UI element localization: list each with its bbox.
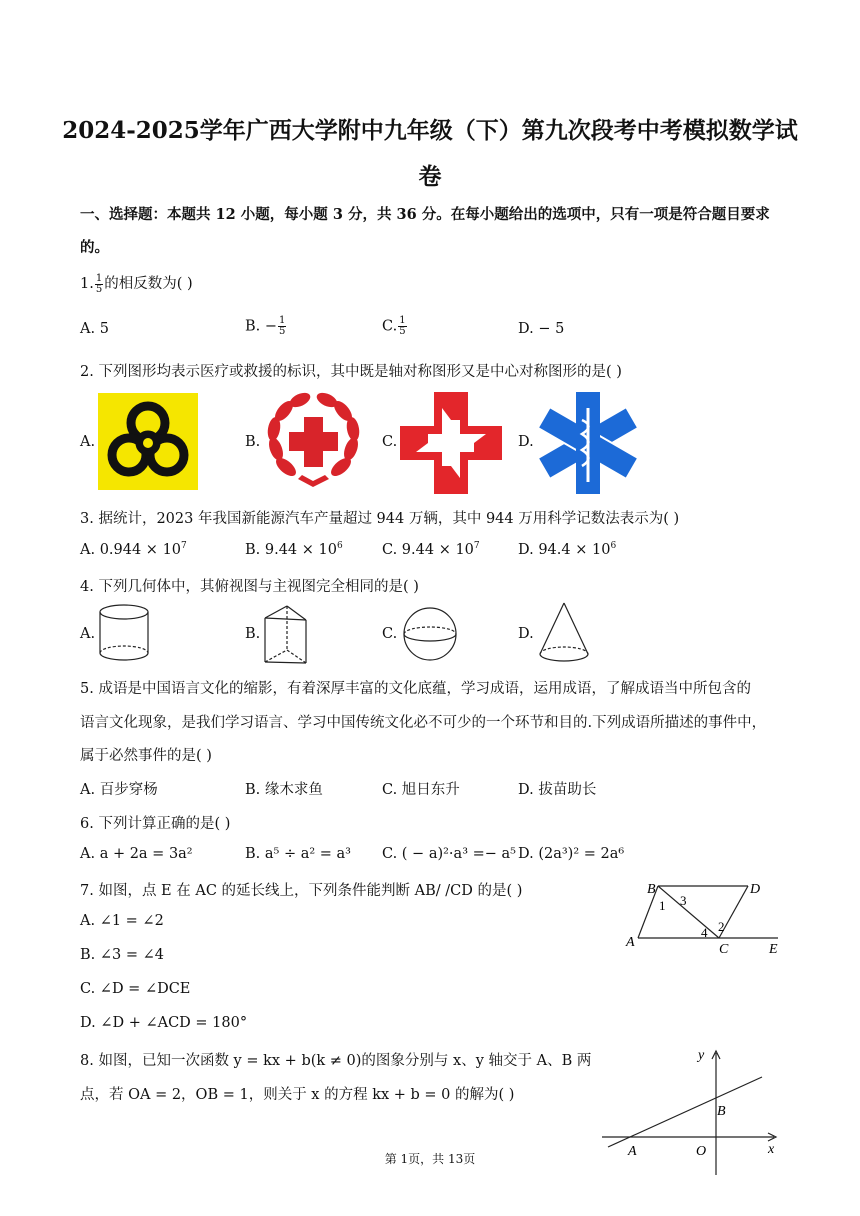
question-1-option-c[interactable]: C. $\frac{1}{5}$ (382, 315, 406, 337)
medical-cross-icon[interactable] (398, 390, 504, 496)
question-4-stem: 4. 下列几何体中，其俯视图与主视图完全相同的是( ) (80, 579, 419, 595)
question-4-option-a-label[interactable]: A. (80, 626, 96, 642)
page-title-continued: 卷 (418, 163, 442, 190)
label-d: D (750, 882, 761, 897)
question-5-option-b[interactable]: B. 缘木求鱼 (245, 782, 323, 798)
question-5-option-a[interactable]: A. 百步穿杨 (80, 782, 158, 798)
angle-4-label: 4 (701, 925, 708, 940)
biohazard-icon[interactable] (98, 393, 198, 490)
triangular-prism-icon[interactable] (262, 604, 312, 666)
section-instruction-continued: 的。 (80, 239, 109, 256)
question-4-option-b-label[interactable]: B. (245, 626, 261, 642)
question-3-stem: 3. 据统计，2023 年我国新能源汽车产量超过 944 万辆，其中 944 万用科学记数法表示为( ) (80, 511, 680, 527)
question-6-option-a[interactable]: A. a + 2a = 3a² (80, 846, 193, 862)
question-3-option-b[interactable]: B. $9.44 \times 10^6$ (245, 541, 343, 558)
x-axis-label: x (768, 1142, 775, 1157)
question-6-stem: 6. 下列计算正确的是( ) (80, 816, 231, 832)
red-cross-wreath-icon[interactable] (262, 391, 365, 491)
origin-label: O (696, 1144, 707, 1159)
question-5-option-d[interactable]: D. 拔苗助长 (518, 782, 597, 798)
label-a: A (626, 935, 635, 950)
question-2-option-b-label[interactable]: B. (245, 434, 261, 450)
question-6-option-d[interactable]: D. (2a³)² = 2a⁶ (518, 846, 625, 862)
question-8-stem-line2: 点，若 OA = 2，OB = 1，则关于 x 的方程 kx + b = 0 的解为( ) (80, 1087, 515, 1103)
label-e: E (769, 942, 778, 957)
angle-1-label: 1 (659, 898, 666, 913)
question-4-option-d-label[interactable]: D. (518, 626, 534, 642)
question-6-option-b[interactable]: B. a⁵ ÷ a² = a³ (245, 846, 351, 862)
page-title: 2024-2025学年广西大学附中九年级（下）第九次段考中考模拟数学试 (62, 117, 798, 144)
question-2-option-c-label[interactable]: C. (382, 434, 398, 450)
question-1-option-d[interactable]: D. − 5 (518, 321, 565, 337)
point-a-label: A (628, 1144, 637, 1159)
question-3-option-d[interactable]: D. $94.4 \times 10^6$ (518, 541, 617, 558)
question-7-option-c[interactable]: C. ∠D = ∠DCE (80, 981, 191, 997)
question-1-option-a[interactable]: A. 5 (80, 321, 109, 337)
question-6-option-c[interactable]: C. ( − a)²·a³ =− a⁵ (382, 846, 516, 862)
question-2-option-a-label[interactable]: A. (80, 434, 96, 450)
question-7-option-b[interactable]: B. ∠3 = ∠4 (80, 947, 164, 963)
question-7-option-d[interactable]: D. ∠D + ∠ACD = 180° (80, 1015, 248, 1031)
label-c: C (719, 942, 729, 957)
section-instruction: 一、选择题：本题共 12 小题，每小题 3 分，共 36 分。在每小题给出的选项中，只有一项是符合题目要求 (80, 206, 770, 223)
point-b-label: B (717, 1104, 726, 1119)
question-5-stem-line2: 语言文化现象，是我们学习语言、学习中国传统文化必不可少的一个环节和目的.下列成语所描述的事件中， (80, 715, 767, 731)
sphere-icon[interactable] (400, 606, 460, 662)
question-1-option-b[interactable]: B. − $\frac{1}{5}$ (245, 315, 286, 337)
angle-2-label: 2 (718, 919, 725, 934)
question-3-option-c[interactable]: C. $9.44 \times 10^7$ (382, 541, 480, 558)
label-b: B (647, 882, 656, 897)
question-1-stem: 1. $\frac{1}{5}$ 的相反数为( ) (80, 272, 193, 295)
question-7-stem: 7. 如图，点 E 在 AC 的延长线上，下列条件能判断 AB/ /CD 的是( ) (80, 883, 523, 899)
question-5-option-c[interactable]: C. 旭日东升 (382, 782, 460, 798)
question-2-stem: 2. 下列图形均表示医疗或救援的标识，其中既是轴对称图形又是中心对称图形的是( ) (80, 364, 622, 380)
page-footer: 第 1页，共 13页 (384, 1152, 476, 1166)
question-7-figure (622, 876, 786, 958)
question-5-stem-line1: 5. 成语是中国语言文化的缩影，有着深厚丰富的文化底蕴，学习成语，运用成语，了解成语当中所包含的 (80, 681, 751, 697)
angle-3-label: 3 (680, 893, 687, 908)
question-4-option-c-label[interactable]: C. (382, 626, 398, 642)
y-axis-label: y (698, 1048, 705, 1063)
star-of-life-icon[interactable] (535, 390, 641, 496)
fraction-one-fifth: $\frac{1}{5}$ (95, 272, 103, 295)
cone-icon[interactable] (536, 600, 592, 666)
question-3-option-a[interactable]: A. $0.944 \times 10^7$ (80, 541, 187, 558)
cylinder-icon[interactable] (96, 602, 152, 664)
question-7-option-a[interactable]: A. ∠1 = ∠2 (80, 913, 164, 929)
question-8-stem-line1: 8. 如图，已知一次函数 y = kx + b(k ≠ 0)的图象分别与 x、y 轴交于 A、B 两 (80, 1053, 592, 1069)
question-5-stem-line3: 属于必然事件的是( ) (80, 748, 212, 764)
question-2-option-d-label[interactable]: D. (518, 434, 534, 450)
